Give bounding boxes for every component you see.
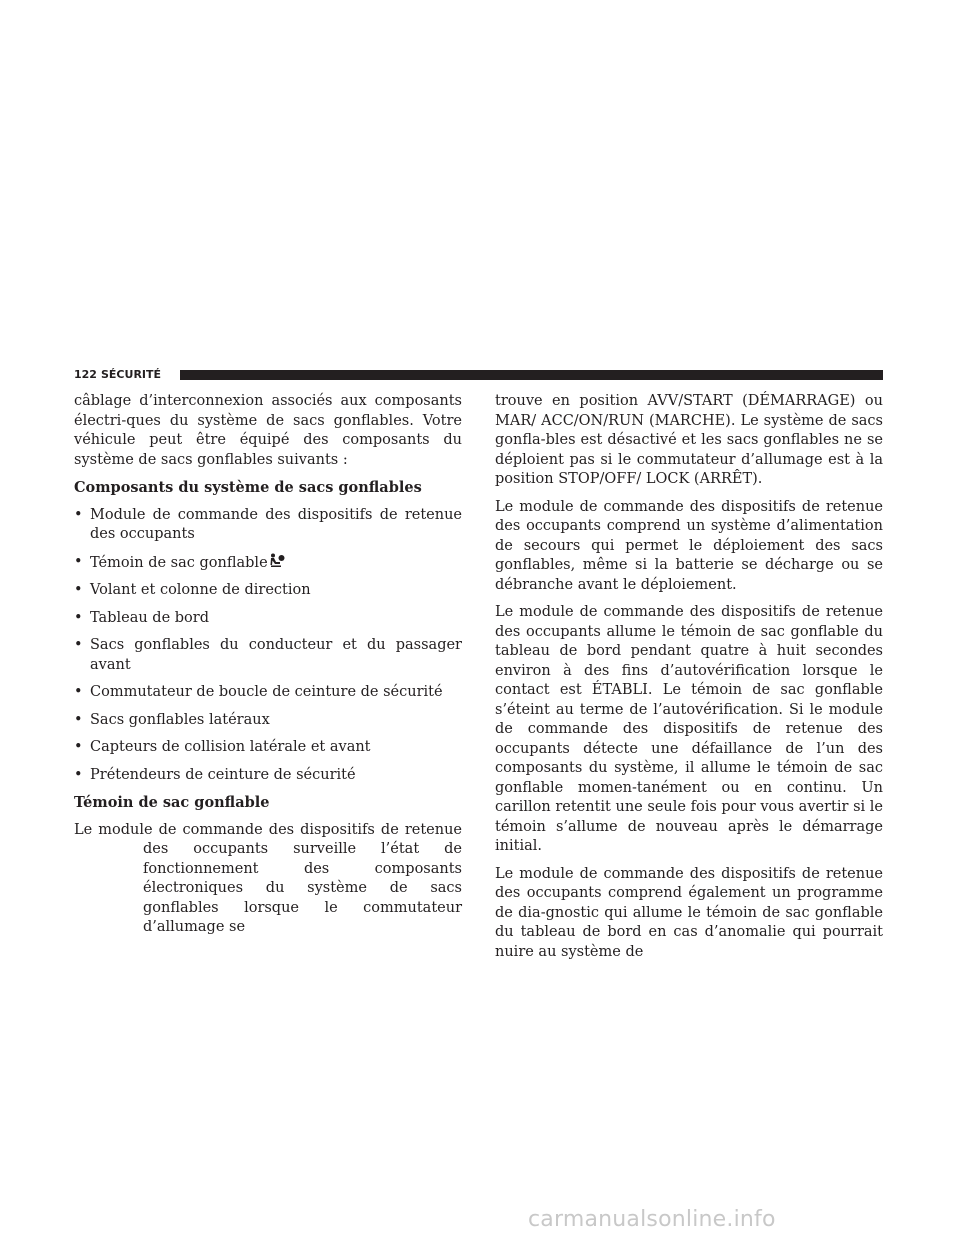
bullet-dot: • bbox=[74, 711, 83, 728]
header-rule bbox=[180, 370, 883, 380]
bullet-dot: • bbox=[74, 609, 83, 626]
bullet-dot: • bbox=[74, 766, 83, 783]
list-item bbox=[74, 506, 462, 545]
list-item-text: Témoin de sac gonflable bbox=[90, 554, 268, 571]
page-number: 122 bbox=[74, 368, 97, 381]
bullet-dot: • bbox=[74, 637, 83, 653]
right-column bbox=[495, 392, 883, 970]
list-item-text: Volant et colonne de direction bbox=[90, 582, 311, 598]
left-column bbox=[74, 392, 462, 946]
ignition-paragraph: trouve en position AVV/START (DÉMARRAGE) ou MAR/ ACC/ON/RUN (MARCHE). Le système de sacs gonfla-bles est désactivé et les sacs gonflables ne se déploient pas si le commutateur d’allumage est à la position STOP/OFF/ LOCK (ARRÊT). bbox=[495, 393, 883, 487]
self-check-paragraph: Le module de commande des dispositifs de retenue des occupants allume le témoin de sac gonflable du tableau de bord pendant quatre à huit secondes environ à des fins d’autovérification lorsque le contact est ÉTABLI. Le témoin de sac gonflable s’éteint au terme de l’autovérification. Si le module de commande des dispositifs de retenue des occupants détecte une défaillance de l’un des composants du système, il allume le témoin de sac gonflable momen-tanément ou en continu. Un carillon retentit une seule fois pour vous avertir si le témoin s’allume de nouveau après le démarrage initial. bbox=[495, 604, 883, 854]
list-item bbox=[74, 738, 462, 758]
backup-power-paragraph: Le module de commande des dispositifs de retenue des occupants comprend un système d’alimentation de secours qui permet le déploiement des sacs gonflables, même si la batterie se décharge ou se débranche avant le déploiement. bbox=[495, 498, 883, 593]
list-item-text: Capteurs de collision latérale et avant bbox=[90, 739, 371, 755]
warning-light-paragraph: Le module de commande des dispositifs de retenue des occupants surveille l’état de fonctionnement des composants électroniques du système de sacs gonflables lorsque le commutateur d’allumage se bbox=[74, 821, 462, 935]
page-header bbox=[74, 367, 883, 383]
list-item-text: Commutateur de boucle de ceinture de sécurité bbox=[90, 684, 443, 700]
list-item-text: Sacs gonflables du conducteur et du passager avant bbox=[90, 637, 462, 673]
list-item bbox=[74, 766, 462, 786]
components-heading: Composants du système de sacs gonflables bbox=[74, 479, 422, 496]
list-item bbox=[74, 711, 462, 731]
list-item-text: Module de commande des dispositifs de retenue des occupants bbox=[90, 506, 462, 542]
list-item bbox=[74, 683, 462, 703]
list-item-text: Prétendeurs de ceinture de sécurité bbox=[90, 766, 356, 783]
bullet-dot: • bbox=[74, 582, 83, 598]
list-item bbox=[74, 636, 462, 675]
warning-light-heading: Témoin de sac gonflable bbox=[74, 794, 270, 811]
list-item bbox=[74, 609, 462, 629]
list-item-text: Sacs gonflables latéraux bbox=[90, 711, 270, 728]
list-item bbox=[74, 553, 462, 574]
bullet-dot: • bbox=[74, 553, 83, 570]
intro-paragraph: câblage d’interconnexion associés aux composants électri-ques du système de sacs gonflables. Votre véhicule peut être équipé des composants du système de sacs gonflables suivants : bbox=[74, 393, 462, 468]
watermark: carmanualsonline.info bbox=[528, 1207, 776, 1232]
bullet-dot: • bbox=[74, 684, 83, 700]
airbag-warning-icon bbox=[269, 553, 285, 569]
list-item bbox=[74, 581, 462, 601]
diagnostic-paragraph: Le module de commande des dispositifs de retenue des occupants comprend également un programme de dia-gnostic qui allume le témoin de sac gonflable du tableau de bord en cas d’anomalie qui pourrait nuire au système de bbox=[495, 865, 883, 960]
bullet-dot: • bbox=[74, 506, 83, 523]
bullet-dot: • bbox=[74, 739, 83, 755]
list-item-text: Tableau de bord bbox=[90, 609, 209, 626]
section-title: SÉCURITÉ bbox=[101, 368, 162, 381]
